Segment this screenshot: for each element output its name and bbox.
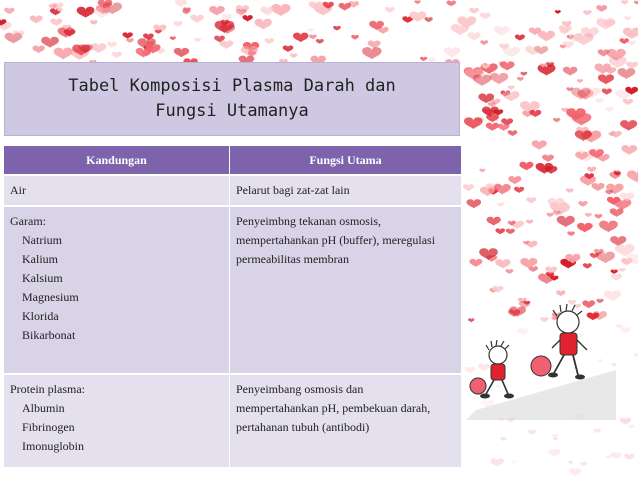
kandungan-label: Garam:	[10, 214, 46, 228]
table-header-row	[4, 146, 462, 175]
heart-shape	[591, 183, 604, 191]
heart-shape	[362, 47, 382, 59]
table-row	[4, 206, 462, 374]
heart-shape	[620, 38, 629, 44]
heart-shape	[32, 46, 44, 54]
heart-shape	[420, 57, 427, 62]
heart-shape	[424, 17, 432, 22]
heart-shape	[126, 38, 134, 43]
fungsi-line: mempertahankan pH (buffer), meregulasi	[236, 233, 436, 247]
heart-shape	[316, 39, 324, 44]
heart-shape	[480, 40, 488, 45]
heart-shape	[583, 10, 592, 15]
heart-shape	[583, 263, 592, 269]
heart-shape	[548, 449, 561, 457]
heart-shape	[599, 221, 618, 233]
heart-shape	[563, 67, 578, 76]
kandungan-label: Air	[10, 183, 26, 197]
heart-shape	[620, 418, 632, 425]
heart-shape	[242, 15, 252, 22]
heart-shape	[414, 0, 420, 4]
heart-shape	[500, 61, 515, 70]
heart-shape	[479, 169, 485, 173]
heart-shape	[222, 14, 232, 20]
heart-shape	[175, 0, 187, 7]
heart-shape	[351, 35, 359, 40]
heart-shape	[486, 114, 499, 122]
heart-shape	[293, 33, 308, 43]
table-row	[4, 374, 462, 467]
kandungan-item: Fibrinogen	[22, 420, 75, 434]
heart-shape	[446, 1, 455, 7]
heart-shape	[619, 268, 626, 272]
heart-shape	[577, 223, 592, 233]
header-kandungan: Kandungan	[4, 146, 230, 175]
heart-shape	[621, 0, 628, 5]
cell-kandungan	[4, 374, 230, 467]
heart-shape	[464, 117, 483, 129]
heart-shape	[494, 184, 511, 195]
heart-shape	[219, 40, 233, 49]
heart-shape	[530, 110, 542, 117]
heart-shape	[526, 197, 536, 203]
heart-shape	[4, 8, 15, 15]
heart-shape	[595, 214, 603, 219]
heart-shape	[514, 187, 524, 193]
heart-shape	[497, 202, 504, 207]
heart-shape	[623, 28, 638, 40]
heart-shape	[487, 217, 501, 226]
kandungan-item: Imonuglobin	[22, 439, 84, 453]
heart-shape	[605, 455, 610, 458]
heart-shape	[112, 52, 122, 58]
heart-shape	[546, 213, 553, 218]
heart-shape	[526, 220, 533, 225]
heart-shape	[517, 77, 524, 81]
heart-shape	[618, 68, 636, 79]
heart-shape	[555, 10, 561, 14]
heart-shape	[620, 193, 634, 202]
heart-shape	[467, 32, 480, 40]
heart-shape	[508, 86, 515, 90]
heart-shape	[610, 208, 624, 217]
heart-shape	[463, 184, 474, 191]
cell-kandungan	[4, 206, 230, 374]
heart-shape	[30, 15, 43, 23]
heart-shape	[173, 21, 182, 27]
heart-shape	[500, 437, 506, 441]
heart-shape	[90, 20, 98, 25]
fungsi-line: mempertahankan pH, pembekuan darah,	[236, 401, 431, 415]
heart-shape	[506, 229, 515, 235]
heart-shape	[254, 19, 271, 30]
heart-shape	[290, 53, 297, 58]
slide-title	[4, 62, 460, 136]
heart-shape	[194, 38, 201, 42]
heart-shape	[503, 47, 520, 58]
heart-shape	[634, 1, 638, 5]
heart-shape	[473, 75, 491, 87]
heart-shape	[628, 41, 636, 46]
fungsi-line: Penyeimbng tekanan osmosis,	[236, 214, 381, 228]
composition-table	[4, 146, 462, 467]
fungsi-line: Pelarut bagi zat-zat lain	[236, 183, 350, 197]
heart-shape	[611, 274, 622, 281]
heart-shape	[490, 73, 508, 85]
heart-shape	[503, 91, 520, 102]
fungsi-line: permeabilitas membran	[236, 252, 349, 266]
heart-shape	[634, 353, 638, 358]
heart-shape	[469, 8, 479, 14]
heart-shape	[495, 259, 510, 269]
heart-shape	[610, 452, 621, 459]
heart-shape	[626, 62, 638, 70]
heart-shape	[260, 7, 274, 16]
kids-playing-ball-illustration	[466, 300, 616, 420]
heart-shape	[495, 228, 505, 234]
kandungan-item: Magnesium	[22, 290, 79, 304]
heart-shape	[596, 98, 605, 103]
heart-shape	[506, 269, 514, 274]
heart-shape	[556, 290, 565, 296]
heart-shape	[444, 47, 460, 57]
heart-shape	[265, 38, 275, 44]
heart-shape	[469, 259, 482, 267]
cell-fungsi	[230, 175, 462, 206]
heart-shape	[77, 7, 95, 18]
kandungan-item: Bikarbonat	[22, 328, 76, 342]
big-kid-figure	[531, 304, 587, 380]
heart-shape	[508, 176, 521, 184]
cell-fungsi	[230, 374, 462, 467]
heart-shape	[511, 461, 517, 465]
heart-shape	[593, 428, 601, 433]
heart-shape	[568, 461, 573, 464]
fungsi-line: Penyeimbang osmosis dan	[236, 382, 364, 396]
heart-shape	[606, 107, 614, 112]
heart-shape	[333, 26, 341, 31]
heart-shape	[578, 201, 587, 207]
heart-shape	[585, 213, 592, 217]
kandungan-item: Klorida	[22, 309, 59, 323]
heart-shape	[538, 31, 555, 42]
heart-shape	[553, 118, 560, 123]
heart-shape	[621, 145, 637, 155]
heart-shape	[498, 124, 510, 132]
heart-shape	[569, 468, 581, 476]
heart-shape	[528, 430, 536, 435]
heart-shape	[611, 269, 618, 274]
heart-shape	[283, 45, 294, 52]
heart-shape	[190, 15, 203, 23]
heart-shape	[486, 123, 499, 131]
heart-shape	[508, 130, 518, 136]
heart-shape	[490, 458, 503, 466]
heart-shape	[339, 3, 351, 11]
heart-shape	[385, 7, 395, 13]
kandungan-label: Protein plasma:	[10, 382, 85, 396]
heart-shape	[480, 13, 491, 20]
heart-shape	[519, 162, 533, 171]
fungsi-line: pertahanan tubuh (antibodi)	[236, 420, 370, 434]
heart-shape	[587, 167, 596, 173]
heart-shape	[308, 28, 314, 32]
kandungan-item: Albumin	[22, 401, 65, 415]
heart-shape	[542, 155, 554, 163]
heart-shape	[515, 34, 525, 40]
slide-title-line-2: Fungsi Utamanya	[155, 101, 309, 121]
heart-shape	[567, 231, 575, 236]
heart-shape	[624, 454, 634, 460]
heart-shape	[467, 199, 482, 208]
heart-shape	[627, 170, 638, 182]
kandungan-item: Natrium	[22, 233, 62, 247]
heart-shape	[107, 41, 117, 47]
heart-shape	[598, 74, 614, 84]
heart-shape	[624, 16, 631, 20]
heart-shape	[532, 140, 547, 150]
heart-shape	[494, 26, 510, 36]
heart-shape	[577, 79, 583, 83]
heart-shape	[610, 131, 621, 138]
kandungan-item: Kalsium	[22, 271, 63, 285]
heart-shape	[602, 88, 612, 94]
heart-shape	[623, 99, 633, 105]
heart-shape	[566, 188, 574, 193]
heart-shape	[91, 43, 107, 53]
heart-shape	[50, 19, 62, 27]
cell-kandungan	[4, 175, 230, 206]
heart-shape	[209, 6, 225, 16]
heart-shape	[621, 327, 631, 333]
heart-shape	[520, 72, 527, 76]
heart-shape	[580, 462, 587, 466]
header-fungsi-utama: Fungsi Utama	[230, 146, 462, 175]
slide-title-line-1: Tabel Komposisi Plasma Darah dan	[68, 76, 396, 96]
table-row	[4, 175, 462, 206]
heart-shape	[538, 65, 556, 76]
heart-shape	[628, 425, 634, 429]
heart-shape	[122, 32, 132, 39]
heart-shape	[620, 120, 637, 131]
kandungan-item: Kalium	[22, 252, 58, 266]
heart-shape	[526, 241, 538, 249]
heart-shape	[309, 35, 317, 40]
heart-shape	[174, 48, 189, 58]
heart-shape	[525, 46, 541, 56]
heart-shape	[596, 5, 607, 12]
heart-shape	[170, 36, 176, 40]
cell-fungsi	[230, 206, 462, 374]
small-kid-figure	[470, 340, 514, 399]
heart-shape	[557, 216, 575, 228]
heart-shape	[54, 48, 73, 60]
